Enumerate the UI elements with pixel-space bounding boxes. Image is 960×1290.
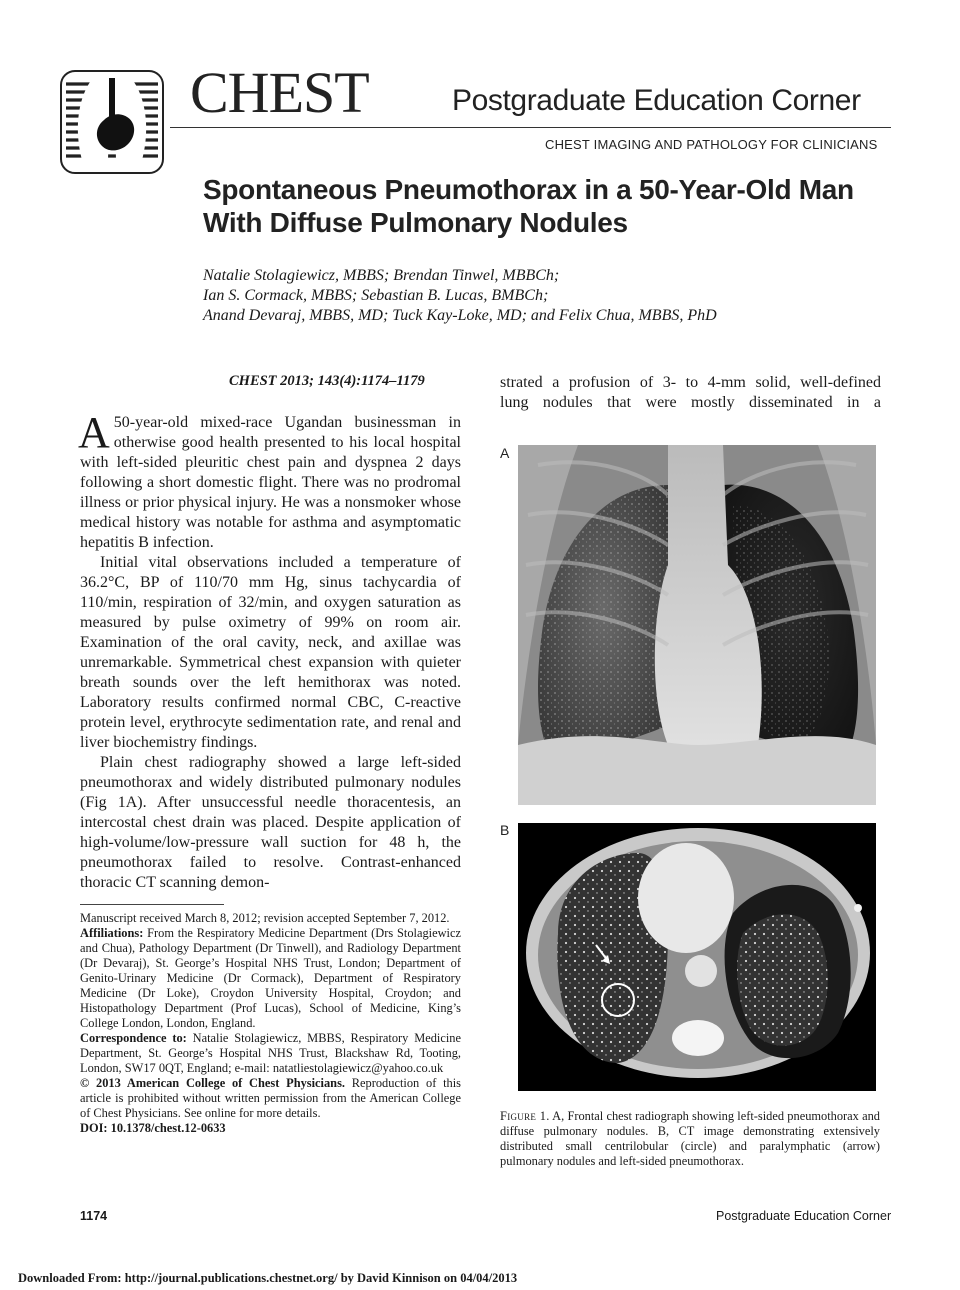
right-column-text bbox=[500, 373, 881, 413]
author-line: Anand Devaraj, MBBS, MD; Tuck Kay-Loke, MD; and Felix Chua, MBBS, PhD bbox=[203, 307, 717, 324]
header-rule bbox=[170, 127, 891, 128]
doi-note: DOI: 10.1378/chest.12-0633 bbox=[80, 1121, 226, 1135]
ct-scan-image bbox=[518, 823, 876, 1091]
author-line: Natalie Stolagiewicz, MBBS; Brendan Tinwel, MBBCh; bbox=[203, 267, 560, 284]
chest-logo bbox=[60, 70, 164, 174]
panel-label-a: A bbox=[500, 445, 510, 461]
journal-name: CHEST bbox=[190, 60, 369, 125]
drop-cap: A bbox=[78, 408, 110, 457]
text-line: lung nodules that were mostly disseminated in a bbox=[500, 394, 881, 411]
manuscript-note: Manuscript received March 8, 2012; revision accepted September 7, 2012. bbox=[80, 911, 450, 925]
section-title: Postgraduate Education Corner bbox=[452, 84, 861, 117]
citation: CHEST 2013; 143(4):1174–1179 bbox=[229, 373, 425, 389]
section-subtitle: CHEST IMAGING AND PATHOLOGY FOR CLINICIANS bbox=[545, 137, 878, 152]
footnote-rule bbox=[80, 904, 224, 905]
running-footer: Postgraduate Education Corner bbox=[716, 1209, 892, 1223]
affiliations-note: Affiliations: From the Respiratory Medicine Department (Drs Stolagiewicz and Chua), Pathology Department (Dr Tinwell), and Radiology Department (Dr Devaraj), St. George’s Hospital NHS Trust, London; Department of Genito-Urinary Medicine (Dr Cormack), Department of Respiratory Medicine (Dr Loke), Croydon University Hospital, Croydon; and Histopathology Department (Prof Lucas), School of Medicine, King’s College London, London, England. bbox=[80, 926, 461, 1030]
figure-caption: Figure 1. A, Frontal chest radiograph showing left-sided pneumothorax and diffuse pulmonary nodules. B, CT image demonstrating extensively distributed small centrilobular (circle) and paralymphatic (arrow) pulmonary nodules and left-sided pneumothorax. bbox=[500, 1109, 880, 1168]
paragraph-2: Initial vital observations included a temperature of 36.2°C, BP of 110/70 mm Hg, sinus tachycardia of 110/min, respiration of 32/min, and oxygen saturation as measured by pulse oximetry of 99% on room air. Examination of the oral cavity, neck, and axillae was unremarkable. Symmetrical chest expansion with quieter breath sounds over the left hemithorax was noted. Laboratory results confirmed normal CBC, C-reactive protein level, erythrocyte sedimentation rate, and renal and liver biochemistry findings. bbox=[80, 554, 461, 751]
footnotes bbox=[80, 911, 461, 1136]
paragraph-1: A 50-year-old mixed-race Ugandan businessman in otherwise good health presented to his local hospital with left-sided pleuritic chest pain and dyspnea 2 days following a short domestic flight. There was no prodromal illness or prior physical injury. He was a nonsmoker whose medical history was notable for asthma and asymptomatic hepatitis B infection. bbox=[78, 408, 461, 551]
left-column bbox=[78, 408, 461, 893]
article-title: Spontaneous Pneumothorax in a 50-Year-Old Man With Diffuse Pulmonary Nodules bbox=[203, 174, 854, 238]
paragraph-3: Plain chest radiography showed a large left-sided pneumothorax and widely distributed pulmonary nodules (Fig 1A). After unsuccessful needle thoracentesis, an intercostal chest drain was placed. Despite application of high-volume/low-pressure wall suction for 48 h, the pneumothorax failed to resolve. Contrast-enhanced thoracic CT scanning demon- bbox=[80, 754, 461, 891]
copyright-note: © 2013 American College of Chest Physicians. Reproduction of this article is prohibited without written permission from the American College of Chest Physicians. See online for more details. bbox=[80, 1076, 461, 1120]
correspondence-note: Correspondence to: Natalie Stolagiewicz, MBBS, Respiratory Medicine Department, St. George’s Hospital NHS Trust, Blackshaw Rd, Tooting, London, SW17 0QT, England; e-mail: natatliestolagiewicz@yahoo.co.uk bbox=[80, 1031, 461, 1075]
text-line: strated a profusion of 3- to 4-mm solid, well-defined bbox=[500, 374, 881, 391]
caption-label: Figure 1. bbox=[500, 1109, 550, 1123]
chest-radiograph-image bbox=[518, 445, 876, 805]
author-line: Ian S. Cormack, MBBS; Sebastian B. Lucas, BMBCh; bbox=[203, 287, 549, 304]
page-number: 1174 bbox=[80, 1209, 108, 1223]
panel-label-b: B bbox=[500, 822, 510, 838]
download-line: Downloaded From: http://journal.publications.chestnet.org/ by David Kinnison on 04/04/2013 bbox=[18, 1271, 518, 1285]
